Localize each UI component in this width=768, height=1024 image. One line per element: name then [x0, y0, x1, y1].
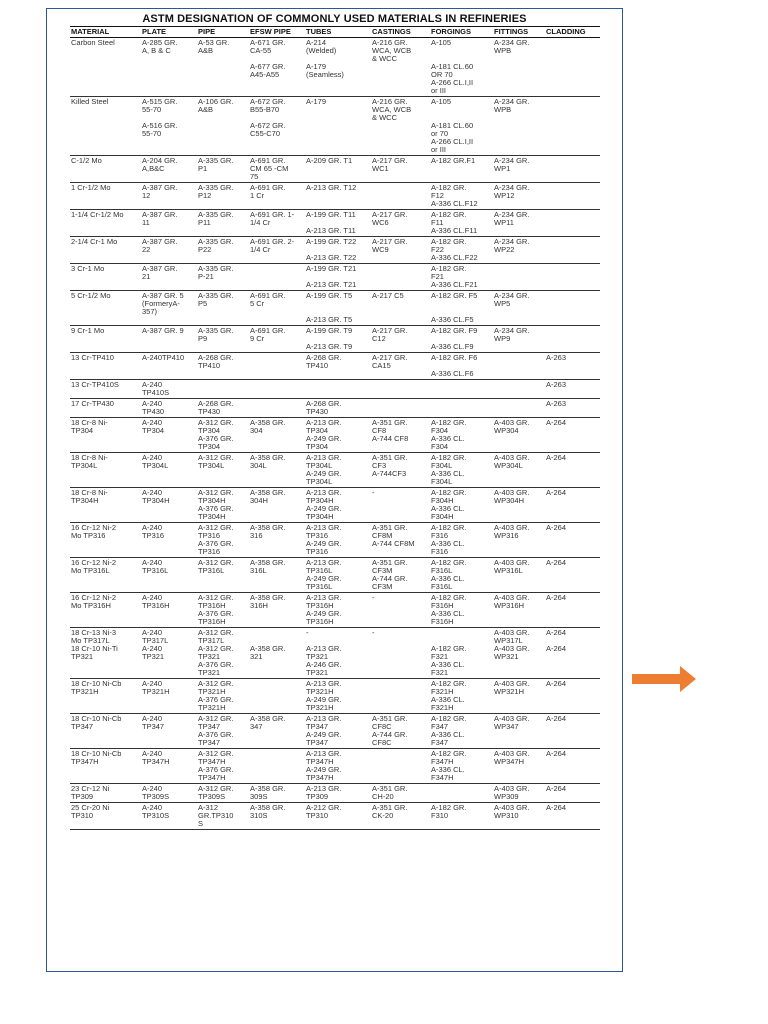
- right-arrow-icon: [632, 665, 698, 695]
- table-cell: A-213 GR. TP309: [305, 784, 371, 803]
- table-cell: A-199 GR. T22 A-213 GR. T22: [305, 237, 371, 264]
- table-cell: A-387 GR. 12: [141, 183, 197, 210]
- table-cell: A-264: [545, 488, 600, 523]
- table-cell: [371, 749, 430, 784]
- table-cell: A-182 GR. F304 A-336 CL. F304: [430, 418, 493, 453]
- table-cell: 13 Cr-TP410: [70, 353, 141, 380]
- table-cell: [249, 353, 305, 380]
- table-cell: [430, 380, 493, 399]
- table-cell: A-217 C5: [371, 291, 430, 326]
- table-cell: 18 Cr-8 Ni- TP304: [70, 418, 141, 453]
- table-cell: A-312 GR.TP310 S: [197, 803, 249, 830]
- table-row: [70, 291, 600, 326]
- table-cell: A-182 GR. F304L A-336 CL. F304L: [430, 453, 493, 488]
- table-cell: 1-1/4 Cr-1/2 Mo: [70, 210, 141, 237]
- column-header: PIPE: [197, 27, 249, 38]
- table-cell: A-182 GR.F1: [430, 156, 493, 183]
- table-cell: [545, 183, 600, 210]
- table-cell: [493, 399, 545, 418]
- table-cell: A-182 GR. F21 A-336 CL.F21: [430, 264, 493, 291]
- table-cell: A-335 GR. P12: [197, 183, 249, 210]
- table-cell: [371, 264, 430, 291]
- table-cell: A-515 GR. 55-70 A-516 GR. 55-70: [141, 97, 197, 156]
- table-cell: A-268 GR. TP410: [197, 353, 249, 380]
- table-cell: A-234 GR. WP5: [493, 291, 545, 326]
- table-cell: A-403 GR. WP347: [493, 714, 545, 749]
- table-cell: A-240 TP430: [141, 399, 197, 418]
- table-cell: A-182 GR. F304H A-336 CL. F304H: [430, 488, 493, 523]
- table-cell: A-105 A-181 CL.60 OR 70 A-266 CL.I,II or III: [430, 38, 493, 97]
- table-row: [70, 679, 600, 714]
- table-cell: A-216 GR. WCA, WCB & WCC: [371, 97, 430, 156]
- table-cell: A-403 GR. WP347H: [493, 749, 545, 784]
- table-cell: [545, 237, 600, 264]
- table-row: [70, 749, 600, 784]
- column-header: CASTINGS: [371, 27, 430, 38]
- table-cell: A-240 TP316H: [141, 593, 197, 628]
- table-cell: A-240 TP347H: [141, 749, 197, 784]
- table-cell: A-358 GR. 304L: [249, 453, 305, 488]
- table-cell: A-335 GR. P9: [197, 326, 249, 353]
- table-cell: A-264: [545, 523, 600, 558]
- table-cell: A-403 GR. WP304: [493, 418, 545, 453]
- table-cell: A-240TP410: [141, 353, 197, 380]
- table-cell: A-240 TP317L A-240 TP321: [141, 628, 197, 679]
- table-cell: A-53 GR. A&B: [197, 38, 249, 97]
- table-cell: A-263: [545, 380, 600, 399]
- table-cell: A-335 GR. P11: [197, 210, 249, 237]
- table-cell: A-671 GR. CA-55 A-677 GR. A45-A55: [249, 38, 305, 97]
- table-cell: A-217 GR. WC6: [371, 210, 430, 237]
- table-cell: 13 Cr-TP410S: [70, 380, 141, 399]
- table-cell: A-358 GR. 321: [249, 628, 305, 679]
- table-cell: 18 Cr-10 Ni-Cb TP321H: [70, 679, 141, 714]
- table-cell: A-213 GR. TP347H A-249 GR. TP347H: [305, 749, 371, 784]
- table-cell: -: [371, 628, 430, 679]
- table-cell: [371, 399, 430, 418]
- table-cell: A-213 GR. TP316H A-249 GR. TP316H: [305, 593, 371, 628]
- table-cell: A-213 GR. T12: [305, 183, 371, 210]
- table-cell: A-358 GR. 309S: [249, 784, 305, 803]
- table-cell: A-358 GR. 316H: [249, 593, 305, 628]
- table-cell: A-182 GR. F9 A-336 CL.F9: [430, 326, 493, 353]
- table-cell: A-351 GR. CF3M A-744 GR. CF3M: [371, 558, 430, 593]
- table-cell: A-105 A-181 CL.60 or 70 A-266 CL.I,II or III: [430, 97, 493, 156]
- table-cell: A-403 GR. WP309: [493, 784, 545, 803]
- table-cell: A-240 TP316L: [141, 558, 197, 593]
- table-cell: A-264: [545, 418, 600, 453]
- table-cell: A-264: [545, 803, 600, 830]
- table-cell: A-312 GR. TP347H A-376 GR. TP347H: [197, 749, 249, 784]
- table-cell: A-182 GR. F316H A-336 CL. F316H: [430, 593, 493, 628]
- table-cell: A-182 GR. F347 A-336 CL. F347: [430, 714, 493, 749]
- table-cell: [545, 291, 600, 326]
- table-row: [70, 418, 600, 453]
- column-header: EFSW PIPE: [249, 27, 305, 38]
- table-cell: A-387 GR. 5 (FormeryA- 357): [141, 291, 197, 326]
- table-cell: A-234 GR. WP22: [493, 237, 545, 264]
- table-cell: A-264 A-264: [545, 628, 600, 679]
- table-row: [70, 38, 600, 97]
- table-cell: - A-213 GR. TP321 A-246 GR. TP321: [305, 628, 371, 679]
- table-cell: A-212 GR. TP310: [305, 803, 371, 830]
- table-row: [70, 353, 600, 380]
- table-cell: A-234 GR. WP1: [493, 156, 545, 183]
- column-header: MATERIAL: [70, 27, 141, 38]
- table-cell: A-387 GR. 9: [141, 326, 197, 353]
- table-cell: A-213 GR. TP316L A-249 GR. TP316L: [305, 558, 371, 593]
- table-cell: 1 Cr-1/2 Mo: [70, 183, 141, 210]
- table-cell: Killed Steel: [70, 97, 141, 156]
- table-cell: [249, 380, 305, 399]
- table-cell: A-691 GR. 5 Cr: [249, 291, 305, 326]
- table-cell: 18 Cr-10 Ni-Cb TP347: [70, 714, 141, 749]
- table-cell: Carbon Steel: [70, 38, 141, 97]
- table-cell: A-240 TP310S: [141, 803, 197, 830]
- table-cell: 25 Cr-20 Ni TP310: [70, 803, 141, 830]
- table-cell: 5 Cr-1/2 Mo: [70, 291, 141, 326]
- table-row: [70, 380, 600, 399]
- page-title: ASTM DESIGNATION OF COMMONLY USED MATERIALS IN REFINERIES: [142, 13, 527, 25]
- table-cell: A-234 GR. WPB: [493, 38, 545, 97]
- column-header: CLADDING: [545, 27, 600, 38]
- table-row: [70, 714, 600, 749]
- table-cell: A-199 GR. T9 A-213 GR. T9: [305, 326, 371, 353]
- table-cell: [493, 353, 545, 380]
- table-cell: A-691 GR. 1 Cr: [249, 183, 305, 210]
- table-row: [70, 488, 600, 523]
- column-header: TUBES: [305, 27, 371, 38]
- table-cell: 3 Cr-1 Mo: [70, 264, 141, 291]
- table-cell: A-217 GR. C12: [371, 326, 430, 353]
- table-cell: [545, 38, 600, 97]
- table-row: [70, 156, 600, 183]
- table-cell: [545, 264, 600, 291]
- table-cell: A-403 GR. WP316: [493, 523, 545, 558]
- materials-table: [70, 26, 600, 830]
- table-cell: A-199 GR. T21 A-213 GR. T21: [305, 264, 371, 291]
- table-cell: A-312 GR. TP321H A-376 GR. TP321H: [197, 679, 249, 714]
- table-cell: [493, 380, 545, 399]
- table-row: [70, 593, 600, 628]
- table-cell: A-264: [545, 784, 600, 803]
- table-cell: 16 Cr-12 Ni-2 Mo TP316: [70, 523, 141, 558]
- table-cell: A-351 GR. CF3 A-744CF3: [371, 453, 430, 488]
- table-cell: A-312 GR. TP304H A-376 GR. TP304H: [197, 488, 249, 523]
- table-cell: A-209 GR. T1: [305, 156, 371, 183]
- table-cell: A-240 TP304: [141, 418, 197, 453]
- table-cell: A-387 GR. 11: [141, 210, 197, 237]
- table-cell: A-403 GR. WP310: [493, 803, 545, 830]
- table-cell: [249, 264, 305, 291]
- table-row: [70, 784, 600, 803]
- table-cell: 18 Cr-8 Ni- TP304L: [70, 453, 141, 488]
- table-cell: A-335 GR. P-21: [197, 264, 249, 291]
- table-cell: A-358 GR. 310S: [249, 803, 305, 830]
- table-cell: 18 Cr-13 Ni-3 Mo TP317L 18 Cr-10 Ni-Ti TP321: [70, 628, 141, 679]
- table-cell: A-217 GR. WC1: [371, 156, 430, 183]
- table-cell: A-403 GR. WP304H: [493, 488, 545, 523]
- table-cell: A-403 GR. WP321H: [493, 679, 545, 714]
- table-cell: A-240 TP304L: [141, 453, 197, 488]
- table-cell: C-1/2 Mo: [70, 156, 141, 183]
- table-cell: [493, 264, 545, 291]
- table-cell: A-182 GR. F22 A-336 CL.F22: [430, 237, 493, 264]
- table-cell: [371, 183, 430, 210]
- table-cell: A-351 GR. CF8 A-744 CF8: [371, 418, 430, 453]
- table-cell: A-182 GR. F11 A-336 CL.F11: [430, 210, 493, 237]
- table-cell: A-403 GR. WP317L A-403 GR. WP321: [493, 628, 545, 679]
- table-cell: A-263: [545, 399, 600, 418]
- table-cell: A-213 GR. TP304 A-249 GR. TP304: [305, 418, 371, 453]
- table-cell: [249, 399, 305, 418]
- table-cell: 18 Cr-10 Ni-Cb TP347H: [70, 749, 141, 784]
- table-cell: A-312 GR. TP309S: [197, 784, 249, 803]
- table-cell: A-268 GR. TP410: [305, 353, 371, 380]
- table-cell: A-264: [545, 558, 600, 593]
- table-cell: A-213 GR. TP321H A-249 GR. TP321H: [305, 679, 371, 714]
- table-cell: A-672 GR. B55-B70 A-672 GR. C55-C70: [249, 97, 305, 156]
- column-header: FORGINGS: [430, 27, 493, 38]
- table-row: [70, 558, 600, 593]
- table-cell: A-312 GR. TP304 A-376 GR. TP304: [197, 418, 249, 453]
- table-cell: A-264: [545, 749, 600, 784]
- table-cell: A-240 TP309S: [141, 784, 197, 803]
- table-cell: A-213 GR. TP304L A-249 GR. TP304L: [305, 453, 371, 488]
- table-cell: A-387 GR. 21: [141, 264, 197, 291]
- table-cell: A-691 GR. 1- 1/4 Cr: [249, 210, 305, 237]
- table-cell: A-351 GR. CF8M A-744 CF8M: [371, 523, 430, 558]
- table-cell: [545, 210, 600, 237]
- table-cell: A-263: [545, 353, 600, 380]
- table-cell: A-691 GR. 2- 1/4 Cr: [249, 237, 305, 264]
- table-cell: A-182 GR. F347H A-336 CL. F347H: [430, 749, 493, 784]
- table-cell: [430, 399, 493, 418]
- table-cell: A-351 GR. CH-20: [371, 784, 430, 803]
- table-cell: A-312 GR. TP316L: [197, 558, 249, 593]
- table-cell: A-351 GR. CF8C A-744 GR. CF8C: [371, 714, 430, 749]
- table-cell: [249, 679, 305, 714]
- table-cell: A-312 GR. TP304L: [197, 453, 249, 488]
- table-cell: A-182 GR. F321H A-336 CL. F321H: [430, 679, 493, 714]
- table-cell: A-234 GR. WP12: [493, 183, 545, 210]
- table-cell: A-213 GR. TP304H A-249 GR. TP304H: [305, 488, 371, 523]
- table-cell: A-182 GR. F6 A-336 CL.F6: [430, 353, 493, 380]
- table-cell: 2-1/4 Cr-1 Mo: [70, 237, 141, 264]
- table-row: [70, 210, 600, 237]
- table-row: [70, 628, 600, 679]
- table-cell: A-264: [545, 453, 600, 488]
- table-cell: A-240 TP304H: [141, 488, 197, 523]
- table-cell: 18 Cr-8 Ni- TP304H: [70, 488, 141, 523]
- document-page: [46, 8, 623, 972]
- table-cell: A-234 GR. WP11: [493, 210, 545, 237]
- table-cell: A-335 GR. P1: [197, 156, 249, 183]
- table-cell: -: [371, 488, 430, 523]
- table-cell: 17 Cr-TP430: [70, 399, 141, 418]
- column-header: FITTINGS: [493, 27, 545, 38]
- table-cell: A-240 TP410S: [141, 380, 197, 399]
- table-cell: A-358 GR. 316: [249, 523, 305, 558]
- table-cell: A-691 GR. CM 65 -CM 75: [249, 156, 305, 183]
- table-cell: [197, 380, 249, 399]
- table-cell: A-214 (Welded) A-179 (Seamless): [305, 38, 371, 97]
- table-row: [70, 264, 600, 291]
- table-row: [70, 326, 600, 353]
- table-cell: A-204 GR. A,B&C: [141, 156, 197, 183]
- table-cell: A-199 GR. T5 A-213 GR. T5: [305, 291, 371, 326]
- table-cell: A-216 GR. WCA, WCB & WCC: [371, 38, 430, 97]
- table-cell: 16 Cr-12 Ni-2 Mo TP316H: [70, 593, 141, 628]
- table-cell: A-403 GR. WP316H: [493, 593, 545, 628]
- table-row: [70, 97, 600, 156]
- table-cell: A-213 GR. TP316 A-249 GR. TP316: [305, 523, 371, 558]
- table-cell: [545, 326, 600, 353]
- table-cell: 23 Cr-12 Ni TP309: [70, 784, 141, 803]
- table-cell: A-234 GR. WPB: [493, 97, 545, 156]
- table-cell: A-312 GR. TP347 A-376 GR. TP347: [197, 714, 249, 749]
- table-cell: A-199 GR. T11 A-213 GR. T11: [305, 210, 371, 237]
- table-cell: A-240 TP321H: [141, 679, 197, 714]
- table-cell: A-268 GR. TP430: [197, 399, 249, 418]
- table-cell: A-403 GR. WP316L: [493, 558, 545, 593]
- table-cell: [545, 156, 600, 183]
- table-cell: A-285 GR. A, B & C: [141, 38, 197, 97]
- table-header-row: [70, 27, 600, 38]
- table-cell: [545, 97, 600, 156]
- table-cell: A-312 GR. TP316H A-376 GR. TP316H: [197, 593, 249, 628]
- table-cell: A-312 GR. TP316 A-376 GR. TP316: [197, 523, 249, 558]
- table-cell: A-335 GR. P22: [197, 237, 249, 264]
- table-cell: A-234 GR. WP9: [493, 326, 545, 353]
- table-cell: 16 Cr-12 Ni-2 Mo TP316L: [70, 558, 141, 593]
- table-cell: A-312 GR. TP317L A-312 GR. TP321 A-376 GR. TP321: [197, 628, 249, 679]
- table-row: [70, 399, 600, 418]
- table-cell: A-182 GR. F316 A-336 CL. F316: [430, 523, 493, 558]
- table-cell: A-217 GR. WC9: [371, 237, 430, 264]
- table-cell: A-179: [305, 97, 371, 156]
- table-cell: A-182 GR. F12 A-336 CL.F12: [430, 183, 493, 210]
- table-cell: A-387 GR. 22: [141, 237, 197, 264]
- table-cell: A-358 GR. 304: [249, 418, 305, 453]
- table-cell: A-351 GR. CK-20: [371, 803, 430, 830]
- table-cell: A-182 GR. F310: [430, 803, 493, 830]
- table-cell: [249, 749, 305, 784]
- table-cell: A-335 GR. P5: [197, 291, 249, 326]
- table-cell: A-358 GR. 347: [249, 714, 305, 749]
- table-row: [70, 183, 600, 210]
- table-cell: A-264: [545, 679, 600, 714]
- table-cell: A-182 GR. F5 A-336 CL.F5: [430, 291, 493, 326]
- table-cell: [430, 784, 493, 803]
- table-cell: A-264: [545, 714, 600, 749]
- table-cell: A-240 TP316: [141, 523, 197, 558]
- table-cell: A-106 GR. A&B: [197, 97, 249, 156]
- table-cell: 9 Cr-1 Mo: [70, 326, 141, 353]
- table-cell: A-264: [545, 593, 600, 628]
- table-cell: -: [371, 593, 430, 628]
- table-cell: A-358 GR. 304H: [249, 488, 305, 523]
- table-cell: A-182 GR. F316L A-336 CL. F316L: [430, 558, 493, 593]
- table-cell: A-268 GR. TP430: [305, 399, 371, 418]
- table-cell: A-182 GR. F321 A-336 CL. F321: [430, 628, 493, 679]
- table-cell: A-403 GR. WP304L: [493, 453, 545, 488]
- table-cell: A-358 GR. 316L: [249, 558, 305, 593]
- table-cell: A-213 GR. TP347 A-249 GR. TP347: [305, 714, 371, 749]
- table-cell: [371, 679, 430, 714]
- table-cell: A-217 GR. CA15: [371, 353, 430, 380]
- table-row: [70, 523, 600, 558]
- column-header: PLATE: [141, 27, 197, 38]
- table-cell: A-691 GR. 9 Cr: [249, 326, 305, 353]
- table-cell: [305, 380, 371, 399]
- table-cell: A-240 TP347: [141, 714, 197, 749]
- table-cell: [371, 380, 430, 399]
- table-row: [70, 453, 600, 488]
- table-row: [70, 237, 600, 264]
- table-row: [70, 803, 600, 830]
